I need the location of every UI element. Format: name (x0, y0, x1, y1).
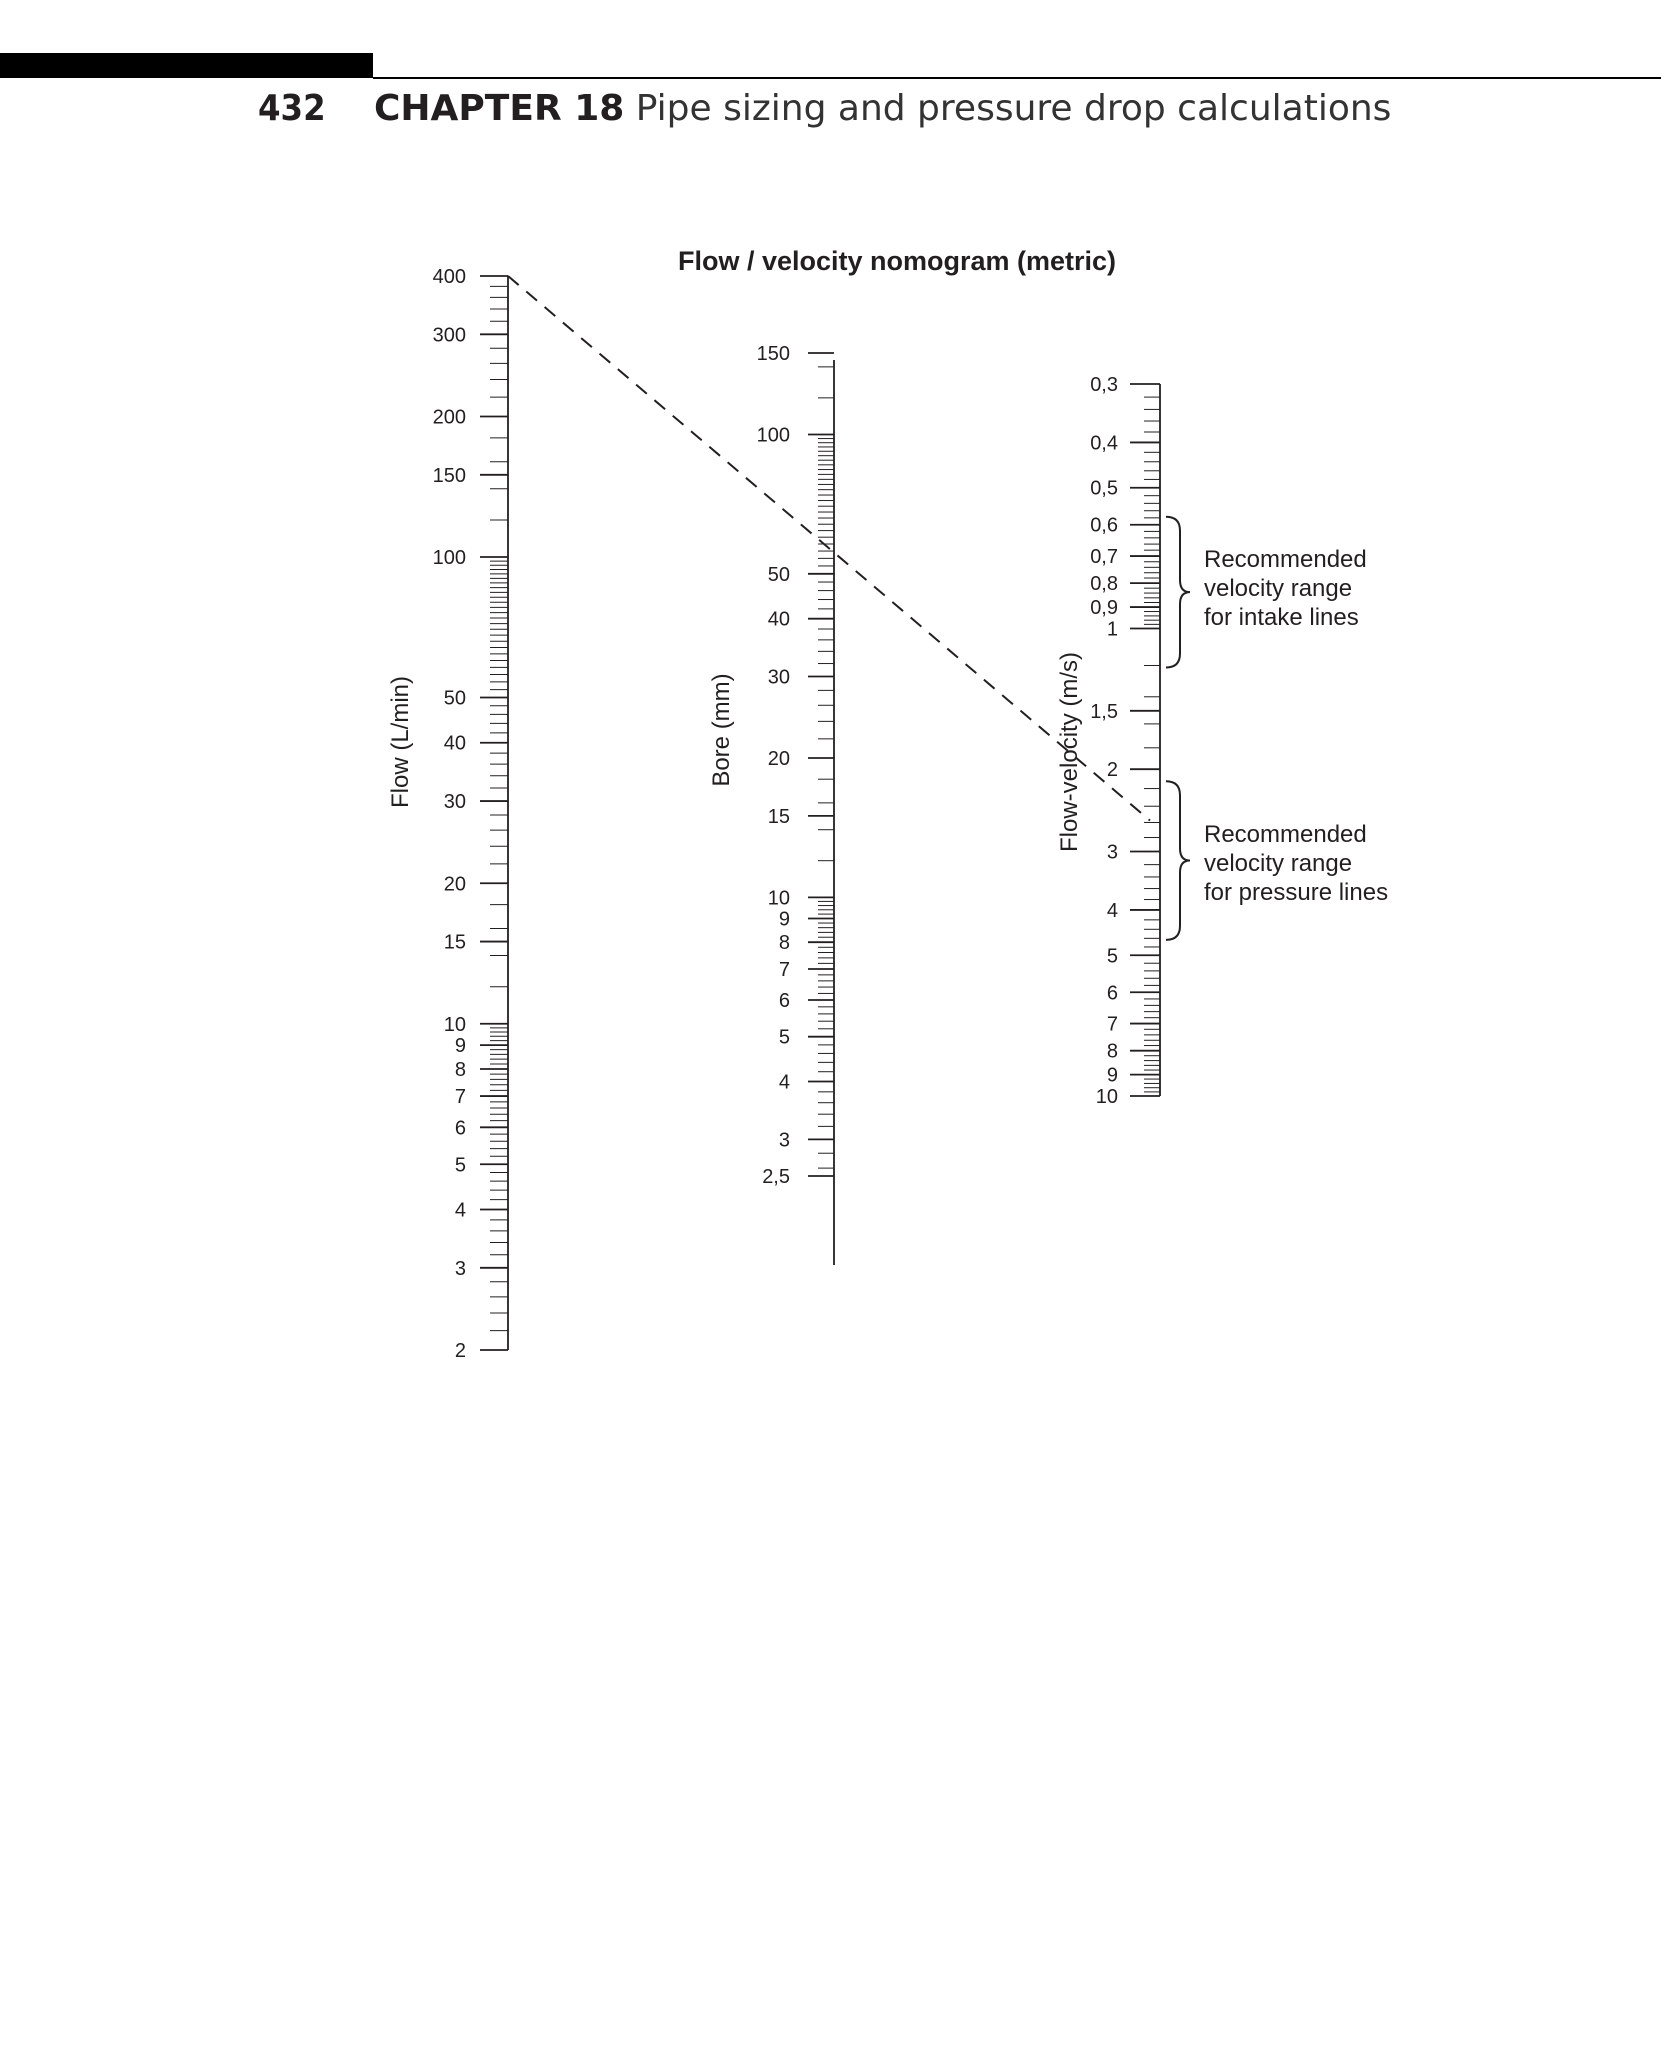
velocity-scale (1056, 374, 1160, 1108)
flow-tick-label: 50 (443, 687, 466, 710)
bore-tick-label: 50 (767, 563, 790, 586)
bore-tick-label: 10 (767, 887, 790, 910)
intake-range-brace (1166, 517, 1190, 668)
pressure-range-line-1: Recommended (1204, 821, 1367, 848)
intake-range-line-2: velocity range (1204, 575, 1353, 602)
flow-tick-label: 2 (454, 1340, 466, 1362)
flow-tick-label: 200 (432, 406, 466, 429)
chapter-label: CHAPTER 18 (374, 88, 625, 129)
velocity-tick-label: 2 (1106, 759, 1118, 782)
intake-range-line-1: Recommended (1204, 546, 1367, 573)
flow-tick-label: 6 (454, 1117, 466, 1140)
page-number: 432 (258, 88, 326, 129)
bore-tick-label: 40 (767, 608, 790, 631)
flow-scale (387, 266, 508, 1362)
flow-tick-label: 100 (432, 547, 466, 570)
velocity-tick-label: 10 (1095, 1086, 1118, 1108)
bore-tick-label: 5 (778, 1026, 790, 1049)
velocity-tick-label: 1 (1106, 618, 1118, 641)
pressure-range-brace (1166, 781, 1190, 940)
flow-tick-label: 4 (454, 1199, 466, 1222)
velocity-tick-label: 8 (1106, 1040, 1118, 1063)
bore-tick-label: 2,5 (762, 1166, 790, 1188)
velocity-tick-label: 5 (1106, 945, 1118, 968)
bore-tick-label: 7 (778, 959, 790, 982)
bore-tick-label: 4 (778, 1071, 790, 1094)
velocity-axis-label: Flow-velocity (m/s) (1056, 651, 1083, 853)
bore-tick-label: 150 (756, 343, 790, 365)
velocity-tick-label: 1,5 (1090, 700, 1118, 723)
velocity-tick-label: 0,6 (1090, 514, 1118, 537)
velocity-tick-label: 0,5 (1090, 477, 1118, 500)
velocity-tick-label: 7 (1106, 1013, 1118, 1036)
velocity-tick-label: 3 (1106, 841, 1118, 864)
flow-tick-label: 400 (432, 266, 466, 288)
velocity-major-ticks (1090, 374, 1160, 1108)
flow-tick-label: 7 (454, 1086, 466, 1109)
intake-range-line-3: for intake lines (1204, 604, 1359, 631)
flow-tick-label: 40 (443, 732, 466, 755)
flow-tick-label: 10 (443, 1013, 466, 1036)
bore-tick-label: 9 (778, 908, 790, 931)
bore-tick-label: 20 (767, 748, 790, 771)
chapter-title: Pipe sizing and pressure drop calculations (635, 88, 1392, 129)
bore-tick-label: 6 (778, 990, 790, 1013)
pressure-range-line-2: velocity range (1204, 850, 1353, 877)
bore-minor-ticks (818, 367, 834, 1168)
bore-tick-label: 30 (767, 666, 790, 689)
flow-tick-label: 9 (454, 1035, 466, 1058)
velocity-tick-label: 0,7 (1090, 546, 1118, 569)
velocity-tick-label: 0,4 (1090, 432, 1118, 455)
flow-tick-label: 15 (443, 931, 466, 954)
flow-tick-label: 300 (432, 324, 466, 347)
flow-major-ticks (433, 266, 508, 1362)
bore-axis-label: Bore (mm) (708, 673, 735, 787)
velocity-tick-label: 9 (1106, 1064, 1118, 1087)
flow-tick-label: 20 (443, 873, 466, 896)
flow-axis-label: Flow (L/min) (387, 675, 414, 809)
flow-minor-ticks (490, 276, 508, 1350)
velocity-tick-label: 4 (1106, 899, 1118, 922)
flow-tick-label: 3 (454, 1257, 466, 1280)
bore-tick-label: 3 (778, 1129, 790, 1152)
nomogram-title: Flow / velocity nomogram (metric) (677, 246, 1117, 276)
flow-tick-label: 8 (454, 1058, 466, 1081)
velocity-minor-ticks (1144, 384, 1160, 1096)
flow-tick-label: 5 (454, 1154, 466, 1177)
velocity-tick-label: 0,9 (1090, 597, 1118, 620)
bore-scale (708, 343, 834, 1265)
velocity-tick-label: 0,8 (1090, 573, 1118, 596)
flow-tick-label: 30 (443, 791, 466, 814)
velocity-range-brackets (1166, 517, 1388, 940)
bore-tick-label: 100 (756, 424, 790, 447)
velocity-tick-label: 6 (1106, 982, 1118, 1005)
velocity-tick-label: 0,3 (1090, 374, 1118, 396)
pressure-range-line-3: for pressure lines (1204, 879, 1389, 906)
bore-tick-label: 8 (778, 932, 790, 955)
bore-tick-label: 15 (767, 805, 790, 828)
flow-tick-label: 150 (432, 464, 466, 487)
